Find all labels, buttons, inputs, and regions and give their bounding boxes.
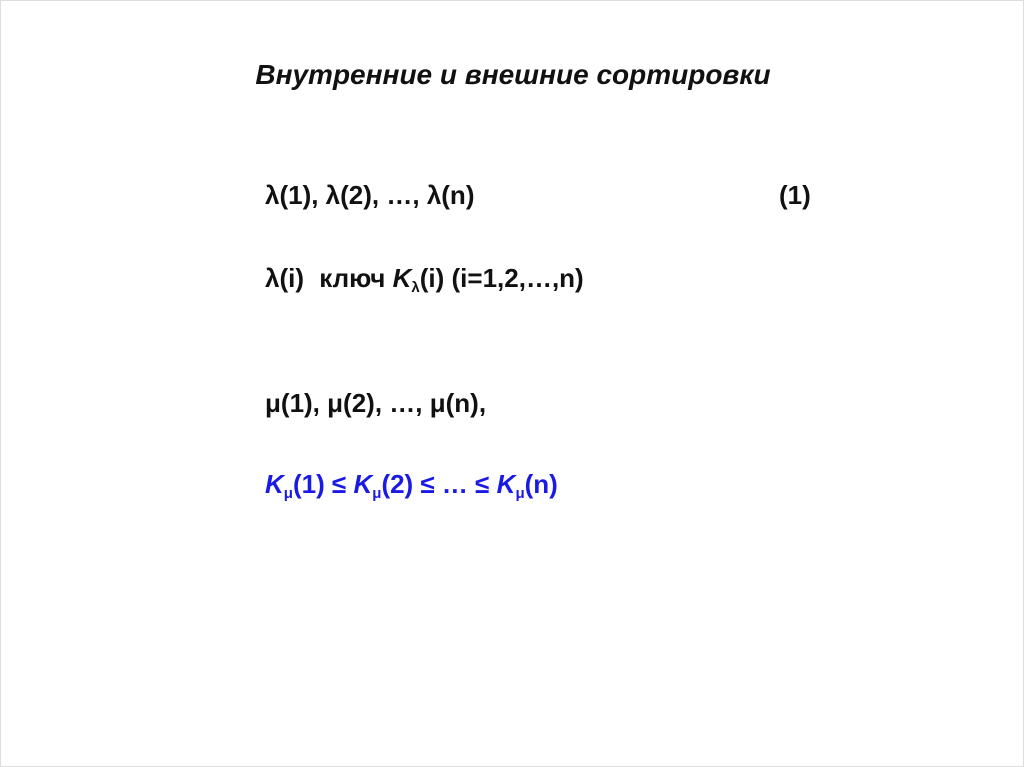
key-symbol-2: K bbox=[353, 469, 373, 499]
sequence-mu: μ(1), μ(2), …, μ(n), bbox=[265, 388, 487, 418]
slide-title: Внутренние и внешние сортировки bbox=[255, 59, 771, 90]
key-subscript-1: μ bbox=[283, 485, 293, 502]
key-symbol-3: K bbox=[496, 469, 516, 499]
inequality-part-3: (n) bbox=[524, 469, 558, 499]
key-subscript-3: μ bbox=[515, 485, 525, 502]
inequality-part-1: (1) ≤ bbox=[292, 469, 354, 499]
key-definition bbox=[265, 262, 584, 294]
inequality-part-2: (2) ≤ … ≤ bbox=[381, 469, 497, 499]
equation-number: (1) bbox=[779, 180, 811, 210]
key-definition-word: ключ bbox=[319, 263, 386, 293]
key-subscript-2: μ bbox=[372, 485, 382, 502]
key-definition-range: (i) (i=1,2,…,n) bbox=[419, 263, 584, 293]
sequence-lambda: λ(1), λ(2), …, λ(n) bbox=[265, 180, 475, 210]
key-symbol: K bbox=[392, 263, 412, 293]
sorted-keys-inequality bbox=[265, 468, 558, 500]
key-subscript: λ bbox=[411, 279, 420, 296]
key-symbol-1: K bbox=[265, 469, 284, 499]
key-definition-element: λ(i) bbox=[265, 263, 304, 293]
